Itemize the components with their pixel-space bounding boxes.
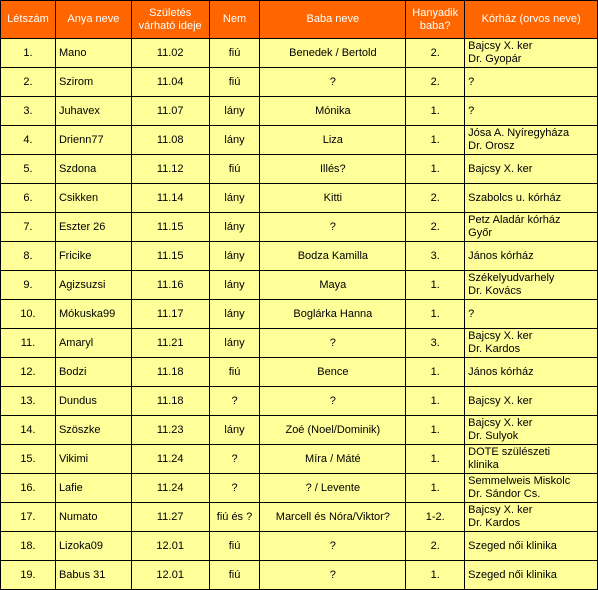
- cell-hospital[interactable]: [465, 503, 598, 532]
- cell-mother-name[interactable]: Babus 31: [55, 561, 131, 590]
- cell-sex[interactable]: lány: [209, 242, 260, 271]
- cell-sex[interactable]: fiú: [209, 155, 260, 184]
- cell-hospital[interactable]: [465, 561, 598, 590]
- cell-mother-name[interactable]: Agizsuzsi: [55, 271, 131, 300]
- cell-birth-order[interactable]: 1.: [406, 416, 465, 445]
- cell-hospital[interactable]: [465, 213, 598, 242]
- hospital-name: Semmelweis Miskolc: [468, 475, 571, 487]
- cell-number[interactable]: 15.: [1, 445, 56, 474]
- table-row: [1, 358, 598, 387]
- cell-sex[interactable]: fiú: [209, 39, 260, 68]
- table-row: [1, 242, 598, 271]
- cell-birth-order[interactable]: 2.: [406, 184, 465, 213]
- table-row: [1, 184, 598, 213]
- cell-number[interactable]: 7.: [1, 213, 56, 242]
- cell-sex[interactable]: lány: [209, 126, 260, 155]
- cell-birth-order[interactable]: 1.: [406, 387, 465, 416]
- table-row: [1, 532, 598, 561]
- cell-birth-order[interactable]: 2.: [406, 39, 465, 68]
- cell-sex[interactable]: lány: [209, 184, 260, 213]
- cell-hospital[interactable]: [465, 184, 598, 213]
- cell-baby-name[interactable]: ?: [260, 532, 406, 561]
- cell-number[interactable]: 18.: [1, 532, 56, 561]
- cell-birth-order[interactable]: 1.: [406, 300, 465, 329]
- table-row: [1, 213, 598, 242]
- table-row: [1, 474, 598, 503]
- hospital-detail: Dr. Sulyok: [468, 430, 519, 442]
- cell-due-date[interactable]: 11.12: [131, 155, 209, 184]
- cell-due-date[interactable]: 11.27: [131, 503, 209, 532]
- cell-mother-name[interactable]: Szdona: [55, 155, 131, 184]
- cell-birth-order[interactable]: 1.: [406, 561, 465, 590]
- cell-sex[interactable]: fiú és ?: [209, 503, 260, 532]
- hospital-name: Szeged női klinika: [468, 539, 557, 552]
- cell-due-date[interactable]: 12.01: [131, 532, 209, 561]
- cell-baby-name[interactable]: ? / Levente: [260, 474, 406, 503]
- cell-hospital[interactable]: [465, 416, 598, 445]
- cell-sex[interactable]: lány: [209, 213, 260, 242]
- hospital-name: DOTE szülészeti: [468, 446, 551, 458]
- cell-hospital[interactable]: [465, 532, 598, 561]
- cell-hospital[interactable]: [465, 39, 598, 68]
- cell-mother-name[interactable]: Amaryl: [55, 329, 131, 358]
- cell-number[interactable]: 6.: [1, 184, 56, 213]
- header-birth-order[interactable]: Hanyadik baba?: [406, 1, 465, 39]
- cell-hospital[interactable]: [465, 474, 598, 503]
- cell-hospital[interactable]: [465, 329, 598, 358]
- cell-due-date[interactable]: 11.21: [131, 329, 209, 358]
- cell-birth-order[interactable]: 1.: [406, 474, 465, 503]
- cell-mother-name[interactable]: Juhavex: [55, 97, 131, 126]
- table-row: [1, 387, 598, 416]
- cell-birth-order[interactable]: 1.: [406, 271, 465, 300]
- cell-sex[interactable]: fiú: [209, 532, 260, 561]
- cell-baby-name[interactable]: ?: [260, 561, 406, 590]
- hospital-name: Bajcsy X. ker: [468, 40, 533, 52]
- table-body: [1, 39, 598, 590]
- table-row: [1, 39, 598, 68]
- cell-baby-name[interactable]: ?: [260, 213, 406, 242]
- cell-sex[interactable]: fiú: [209, 561, 260, 590]
- hospital-name: Bajcsy X. ker: [468, 330, 533, 342]
- cell-birth-order[interactable]: 1.: [406, 445, 465, 474]
- cell-due-date[interactable]: 11.24: [131, 445, 209, 474]
- cell-birth-order[interactable]: 1.: [406, 358, 465, 387]
- header-mother-name[interactable]: Anya neve: [55, 1, 131, 39]
- cell-baby-name[interactable]: ?: [260, 387, 406, 416]
- cell-number[interactable]: 5.: [1, 155, 56, 184]
- cell-number[interactable]: 19.: [1, 561, 56, 590]
- cell-baby-name[interactable]: Míra / Máté: [260, 445, 406, 474]
- cell-number[interactable]: 9.: [1, 271, 56, 300]
- cell-mother-name[interactable]: Lizoka09: [55, 532, 131, 561]
- hospital-name: Szeged női klinika: [468, 568, 557, 581]
- hospital-name: Jósa A. Nyíregyháza: [468, 127, 570, 139]
- cell-sex[interactable]: lány: [209, 329, 260, 358]
- header-number[interactable]: Létszám: [1, 1, 56, 39]
- cell-number[interactable]: 17.: [1, 503, 56, 532]
- cell-due-date[interactable]: 11.02: [131, 39, 209, 68]
- hospital-name: ?: [468, 104, 475, 117]
- cell-birth-order[interactable]: 2.: [406, 213, 465, 242]
- hospital-name: Petz Aladár kórház: [468, 214, 561, 226]
- hospital-name: Bajcsy X. ker: [468, 504, 533, 516]
- cell-due-date[interactable]: 11.18: [131, 358, 209, 387]
- cell-baby-name[interactable]: Illés?: [260, 155, 406, 184]
- cell-sex[interactable]: fiú: [209, 358, 260, 387]
- cell-due-date[interactable]: 12.01: [131, 561, 209, 590]
- cell-baby-name[interactable]: Zoé (Noel/Dominik): [260, 416, 406, 445]
- header-hospital[interactable]: Kórház (orvos neve): [465, 1, 598, 39]
- cell-mother-name[interactable]: Mano: [55, 39, 131, 68]
- cell-birth-order[interactable]: 1.: [406, 97, 465, 126]
- cell-hospital[interactable]: [465, 97, 598, 126]
- cell-baby-name[interactable]: Maya: [260, 271, 406, 300]
- hospital-name: Bajcsy X. ker: [468, 394, 533, 407]
- hospital-name: Bajcsy X. ker: [468, 417, 533, 429]
- hospital-detail: Dr. Gyopár: [468, 53, 522, 65]
- cell-hospital[interactable]: [465, 155, 598, 184]
- cell-mother-name[interactable]: Numato: [55, 503, 131, 532]
- cell-birth-order[interactable]: 1.: [406, 155, 465, 184]
- cell-baby-name[interactable]: Benedek / Bertold: [260, 39, 406, 68]
- cell-hospital[interactable]: [465, 300, 598, 329]
- hospital-detail: Dr. Kardos: [468, 343, 521, 355]
- cell-sex[interactable]: lány: [209, 416, 260, 445]
- cell-number[interactable]: 2.: [1, 68, 56, 97]
- hospital-detail: Dr. Orosz: [468, 140, 515, 152]
- cell-mother-name[interactable]: Drienn77: [55, 126, 131, 155]
- cell-baby-name[interactable]: ?: [260, 68, 406, 97]
- cell-due-date[interactable]: 11.15: [131, 242, 209, 271]
- table-row: [1, 561, 598, 590]
- cell-number[interactable]: 3.: [1, 97, 56, 126]
- cell-mother-name[interactable]: Fricike: [55, 242, 131, 271]
- hospital-detail: klinika: [468, 459, 499, 471]
- table-row: [1, 271, 598, 300]
- cell-mother-name[interactable]: Csikken: [55, 184, 131, 213]
- cell-due-date[interactable]: 11.04: [131, 68, 209, 97]
- cell-birth-order[interactable]: 2.: [406, 532, 465, 561]
- table-row: [1, 300, 598, 329]
- cell-sex[interactable]: ?: [209, 445, 260, 474]
- cell-due-date[interactable]: 11.18: [131, 387, 209, 416]
- cell-birth-order[interactable]: 1.: [406, 126, 465, 155]
- cell-birth-order[interactable]: 3.: [406, 242, 465, 271]
- cell-sex[interactable]: fiú: [209, 68, 260, 97]
- table-row: [1, 97, 598, 126]
- table-row: [1, 155, 598, 184]
- cell-due-date[interactable]: 11.23: [131, 416, 209, 445]
- cell-birth-order[interactable]: 2.: [406, 68, 465, 97]
- cell-due-date[interactable]: 11.14: [131, 184, 209, 213]
- cell-mother-name[interactable]: Dundus: [55, 387, 131, 416]
- table-row: [1, 445, 598, 474]
- table-row: [1, 416, 598, 445]
- cell-number[interactable]: 11.: [1, 329, 56, 358]
- cell-baby-name[interactable]: Kitti: [260, 184, 406, 213]
- cell-baby-name[interactable]: Bodza Kamilla: [260, 242, 406, 271]
- cell-hospital[interactable]: [465, 242, 598, 271]
- cell-due-date[interactable]: 11.17: [131, 300, 209, 329]
- cell-sex[interactable]: lány: [209, 271, 260, 300]
- header-baby-name[interactable]: Baba neve: [260, 1, 406, 39]
- cell-mother-name[interactable]: Bodzi: [55, 358, 131, 387]
- cell-mother-name[interactable]: Szöszke: [55, 416, 131, 445]
- hospital-name: Székelyudvarhely: [468, 272, 555, 284]
- cell-number[interactable]: 16.: [1, 474, 56, 503]
- cell-hospital[interactable]: [465, 387, 598, 416]
- cell-number[interactable]: 12.: [1, 358, 56, 387]
- header-sex[interactable]: Nem: [209, 1, 260, 39]
- cell-number[interactable]: 10.: [1, 300, 56, 329]
- hospital-name: ?: [468, 307, 475, 320]
- table-row: [1, 68, 598, 97]
- cell-hospital[interactable]: [465, 126, 598, 155]
- cell-birth-order[interactable]: 1-2.: [406, 503, 465, 532]
- cell-hospital[interactable]: [465, 68, 598, 97]
- hospital-detail: Dr. Kardos: [468, 517, 521, 529]
- hospital-name: ?: [468, 75, 475, 88]
- cell-due-date[interactable]: 11.15: [131, 213, 209, 242]
- cell-sex[interactable]: ?: [209, 474, 260, 503]
- cell-due-date[interactable]: 11.24: [131, 474, 209, 503]
- cell-due-date[interactable]: 11.16: [131, 271, 209, 300]
- table-row: [1, 503, 598, 532]
- cell-baby-name[interactable]: Marcell és Nóra/Viktor?: [260, 503, 406, 532]
- hospital-detail: Dr. Sándor Cs.: [468, 488, 541, 500]
- cell-due-date[interactable]: 11.08: [131, 126, 209, 155]
- cell-hospital[interactable]: [465, 271, 598, 300]
- cell-number[interactable]: 14.: [1, 416, 56, 445]
- hospital-name: Bajcsy X. ker: [468, 162, 533, 175]
- cell-baby-name[interactable]: Mónika: [260, 97, 406, 126]
- table-row: [1, 329, 598, 358]
- cell-number[interactable]: 13.: [1, 387, 56, 416]
- cell-birth-order[interactable]: 3.: [406, 329, 465, 358]
- cell-mother-name[interactable]: Szirom: [55, 68, 131, 97]
- table-row: [1, 126, 598, 155]
- hospital-detail: Dr. Kovács: [468, 285, 522, 297]
- cell-number[interactable]: 1.: [1, 39, 56, 68]
- hospital-name: János kórház: [468, 365, 534, 378]
- cell-mother-name[interactable]: Vikimi: [55, 445, 131, 474]
- cell-mother-name[interactable]: Lafie: [55, 474, 131, 503]
- cell-hospital[interactable]: [465, 358, 598, 387]
- cell-mother-name[interactable]: Mókuska99: [55, 300, 131, 329]
- header-due-date[interactable]: Születés várható ideje: [131, 1, 209, 39]
- cell-mother-name[interactable]: Eszter 26: [55, 213, 131, 242]
- cell-baby-name[interactable]: Liza: [260, 126, 406, 155]
- cell-number[interactable]: 4.: [1, 126, 56, 155]
- cell-sex[interactable]: ?: [209, 387, 260, 416]
- cell-sex[interactable]: lány: [209, 97, 260, 126]
- cell-baby-name[interactable]: Bence: [260, 358, 406, 387]
- cell-baby-name[interactable]: ?: [260, 329, 406, 358]
- cell-hospital[interactable]: [465, 445, 598, 474]
- cell-number[interactable]: 8.: [1, 242, 56, 271]
- header-row: [1, 1, 598, 39]
- hospital-detail: Győr: [468, 227, 493, 239]
- cell-baby-name[interactable]: Boglárka Hanna: [260, 300, 406, 329]
- cell-due-date[interactable]: 11.07: [131, 97, 209, 126]
- cell-sex[interactable]: lány: [209, 300, 260, 329]
- hospital-name: Szabolcs u. kórház: [468, 191, 562, 204]
- hospital-name: János kórház: [468, 249, 534, 262]
